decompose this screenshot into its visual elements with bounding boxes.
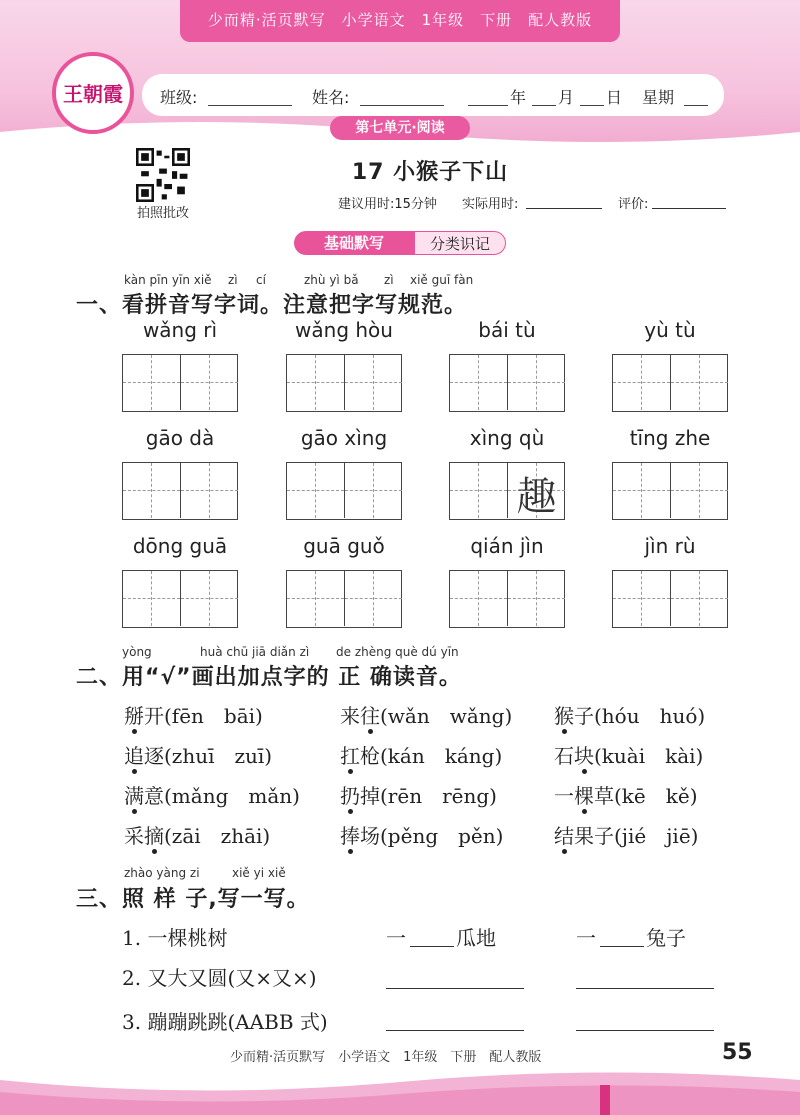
day-label: 日 [606,88,623,107]
dotted-char: 扔 [340,784,360,808]
reading-choice[interactable] [124,700,263,729]
actual-time-field[interactable] [526,208,602,209]
reading-choice[interactable] [554,740,703,769]
ruby: xiě guī fàn [410,273,474,287]
ruby: zì [384,273,394,287]
choice-prefix: 采 [124,824,144,848]
ruby: cí [256,273,266,287]
guide-line [209,355,210,410]
grid-cell[interactable] [123,355,180,410]
guide-line [151,463,152,518]
guide-line [373,355,374,410]
pinyin-prompt: tīng zhe [629,426,711,450]
writing-grid[interactable] [449,354,565,412]
guide-line [478,355,479,410]
example-1: 1. 一棵桃树 [122,926,228,950]
guide-line [641,463,642,518]
choice-options[interactable]: (kuài kài) [594,744,704,768]
weekday-label: 星期 [642,88,675,107]
writing-grid[interactable] [122,462,238,520]
grid-cell[interactable] [344,355,402,410]
guide-line [699,463,700,518]
grid-cell[interactable] [180,355,238,410]
grid-cell[interactable] [450,355,507,410]
name-field[interactable] [360,105,444,106]
guide-line [209,463,210,518]
grid-cell[interactable] [123,571,180,626]
grid-cell[interactable] [613,463,670,518]
pinyin-prompt: jìn rù [644,534,696,558]
choice-prefix: 石 [554,744,574,768]
grid-cell[interactable] [344,463,402,518]
grid-cell[interactable] [450,571,507,626]
grid-cell[interactable] [507,571,565,626]
example-1a-word: 瓜地 [456,926,496,950]
pinyin-prompt: guā guǒ [303,534,385,558]
example-1b-prefix: 一 [576,926,596,950]
lesson-title: 17 小猴子下山 [351,160,509,185]
guide-line [641,571,642,626]
guide-line [315,355,316,410]
dotted-char: 捧 [340,824,360,848]
pinyin-prompt: gāo dà [145,426,215,450]
qr-code-icon[interactable] [136,148,190,202]
choice-prefix: 来 [340,704,360,728]
example-3: 3. 蹦蹦跳跳(AABB 式) [122,1010,328,1034]
guide-line [536,355,537,410]
logo [52,52,134,134]
reading-choice[interactable] [554,820,698,849]
pinyin-prompt: qián jìn [470,534,544,558]
tag-basic: 基础默写 [294,231,414,255]
writing-grid[interactable] [122,570,238,628]
ruby: zhào yàng zi [124,866,200,880]
actual-time-label: 实际用时: [462,197,519,212]
grid-cell[interactable] [670,571,728,626]
grid-cell[interactable] [450,463,507,518]
pinyin-prompt: xìng qù [469,426,545,450]
guide-line [315,571,316,626]
example-2: 2. 又大又圆(又×又×) [122,966,317,990]
pinyin-prompt: dōng guā [132,534,228,558]
year-label: 年 [510,88,527,107]
dotted-char: 满 [124,784,144,808]
example-3-blank-a[interactable] [386,1030,524,1031]
guide-line [151,355,152,410]
choice-options[interactable]: 草(kē kě) [594,784,698,808]
pinyin-prompt: bái tù [478,318,536,342]
dotted-char: 摘 [144,824,164,848]
weekday-field[interactable] [684,105,708,106]
series-banner: 少而精·活页默写 小学语文 1年级 下册 配人教版 [180,0,620,42]
grid-cell[interactable] [287,463,344,518]
reading-choice[interactable] [340,780,497,809]
class-field[interactable] [208,105,292,106]
choice-options[interactable]: 开(fēn bāi) [144,704,263,728]
writing-grid[interactable] [286,462,402,520]
dotted-char: 块 [574,744,594,768]
page-number: 55 [722,1040,753,1065]
info-bar [142,74,724,116]
reading-choice[interactable] [124,780,300,809]
section1-title: 一、看拼音写字词。注意把字写规范。 [76,293,468,318]
guide-line [699,355,700,410]
grid-cell[interactable] [507,355,565,410]
reading-choice[interactable] [124,740,272,769]
section3-title: 三、照 样 子,写一写。 [76,887,310,912]
qr-label: 拍照批改 [136,206,189,221]
grid-cell[interactable] [613,355,670,410]
day-field[interactable] [580,105,604,106]
example-3-blank-b[interactable] [576,1030,714,1031]
pinyin-prompt: wǎng rì [142,318,218,342]
choice-options[interactable]: 掉(rēn rēng) [360,784,497,808]
choice-options[interactable]: (wǎn wǎng) [380,704,513,728]
rating-field[interactable] [652,208,726,209]
name-label: 姓名: [312,88,350,107]
grid-cell[interactable] [287,571,344,626]
writing-grid[interactable] [122,354,238,412]
reading-choice[interactable] [554,780,698,809]
year-field[interactable] [468,105,508,106]
reading-choice[interactable] [124,820,270,849]
guide-line [373,463,374,518]
dotted-char: 棵 [574,784,594,808]
grid-cell[interactable] [507,463,565,518]
reading-choice[interactable] [340,820,503,849]
tag-category: 分类识记 [414,231,506,255]
pinyin-prompt: yù tù [644,318,696,342]
choice-options[interactable]: 果子(jié jiē) [574,824,699,848]
dotted-char: 结 [554,824,574,848]
guide-line [151,571,152,626]
guide-line [478,463,479,518]
footer-text: 少而精·活页默写 小学语文 1年级 下册 配人教版 [230,1050,542,1065]
choice-options[interactable]: 子(hóu huó) [574,704,706,728]
ruby: xiě yi xiě [232,866,286,880]
writing-grid[interactable] [286,354,402,412]
grid-cell[interactable] [670,355,728,410]
choice-options[interactable]: (zāi zhāi) [164,824,271,848]
dotted-char: 追 [124,744,144,768]
writing-grid[interactable] [612,354,728,412]
guide-line [209,571,210,626]
footer-mark [600,1085,610,1115]
grid-char: 趣 [516,474,557,520]
ruby: yòng [122,645,152,659]
reading-choice[interactable] [554,700,705,729]
writing-grid[interactable] [449,570,565,628]
ruby: huà chū jiā diǎn zì [200,645,310,659]
choice-options[interactable]: 意(mǎng mǎn) [144,784,300,808]
example-1b-word: 兔子 [646,926,686,950]
choice-options[interactable]: 逐(zhuī zuī) [144,744,273,768]
month-label: 月 [558,88,575,107]
choice-options[interactable]: 枪(kán káng) [360,744,503,768]
class-label: 班级: [160,88,198,107]
reading-choice[interactable] [340,700,512,729]
reading-choice[interactable] [340,740,502,769]
unit-tab: 第七单元·阅读 [330,116,470,140]
example-1a-blank[interactable] [410,946,454,947]
grid-cell[interactable] [180,571,238,626]
guide-line [641,355,642,410]
choice-options[interactable]: 场(pěng pěn) [360,824,504,848]
example-1a-prefix: 一 [386,926,406,950]
guide-line [315,463,316,518]
month-field[interactable] [532,105,556,106]
ruby: zhù yì bǎ [304,273,359,287]
writing-grid[interactable] [612,570,728,628]
section2-title: 二、用“√”画出加点字的 正 确读音。 [76,665,462,690]
grid-cell[interactable] [123,463,180,518]
dotted-char: 往 [360,704,380,728]
dotted-char: 掰 [124,704,144,728]
guide-line [536,571,537,626]
footer-wave [0,1070,800,1115]
grid-cell[interactable] [180,463,238,518]
writing-grid[interactable] [612,462,728,520]
example-1b-blank[interactable] [600,946,644,947]
guide-line [478,571,479,626]
pinyin-prompt: gāo xìng [300,426,388,450]
ruby: kàn pīn yīn xiě [124,273,212,287]
logo-text: 王朝霞 [63,82,123,106]
dotted-char: 猴 [554,704,574,728]
example-2-blank-b[interactable] [576,988,714,989]
writing-grid[interactable] [286,570,402,628]
grid-cell[interactable] [287,355,344,410]
choice-prefix: 一 [554,784,574,808]
ruby: de zhèng què dú yīn [336,645,459,659]
ruby: zì [228,273,238,287]
writing-grid[interactable] [449,462,565,520]
rating-label: 评价: [618,197,649,212]
guide-line [373,571,374,626]
grid-cell[interactable] [613,571,670,626]
guide-line [699,571,700,626]
dotted-char: 扛 [340,744,360,768]
example-2-blank-a[interactable] [386,988,524,989]
pinyin-prompt: wǎng hòu [295,318,393,342]
grid-cell[interactable] [670,463,728,518]
grid-cell[interactable] [344,571,402,626]
suggested-time: 建议用时:15分钟 [338,197,437,212]
